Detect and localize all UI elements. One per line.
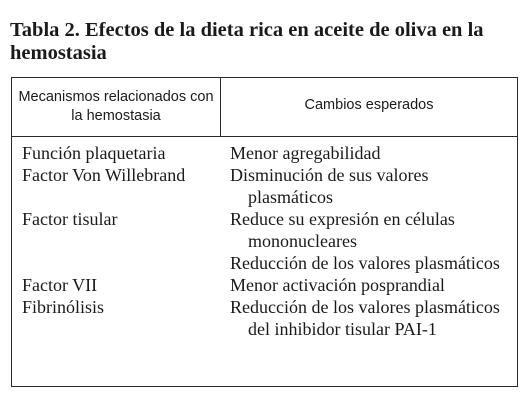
- mechanism-cell: Factor Von Willebrand: [22, 165, 186, 185]
- change-item: Reducción de los valores plasmáticos: [230, 253, 500, 273]
- change-item: Menor agregabilidad: [230, 143, 381, 163]
- table-body: [22, 142, 514, 340]
- mechanism-cell: Factor tisular: [22, 209, 118, 229]
- table-row: [22, 296, 514, 340]
- table-row: [22, 164, 514, 208]
- change-item: Reducción de los valores plasmáticos del inhibidor tisular PAI-1: [230, 297, 500, 339]
- changes-cell: [230, 208, 514, 274]
- change-item: Reduce su expresión en células mononucleares: [230, 209, 455, 251]
- table-row: [22, 274, 514, 296]
- change-item: Menor activación posprandial: [230, 275, 445, 295]
- mechanism-cell: Factor VII: [22, 275, 98, 295]
- table-row: [22, 142, 514, 164]
- changes-cell: [230, 142, 514, 164]
- effects-table: [11, 77, 518, 387]
- change-item: Disminución de sus valores plasmáticos: [230, 165, 429, 207]
- table-row: [22, 208, 514, 274]
- mechanism-cell: Fibrinólisis: [22, 297, 105, 317]
- changes-cell: [230, 164, 514, 208]
- changes-cell: [230, 274, 514, 296]
- table-title: Tabla 2. Efectos de la dieta rica en aceite de oliva en la hemostasia: [10, 19, 484, 64]
- changes-cell: [230, 296, 514, 340]
- header-expected-changes: Cambios esperados: [304, 97, 434, 113]
- header-mechanisms: Mecanismos relacionados con la hemostasia: [18, 89, 214, 124]
- header-rule: [12, 136, 517, 137]
- mechanism-cell: Función plaquetaria: [22, 143, 166, 163]
